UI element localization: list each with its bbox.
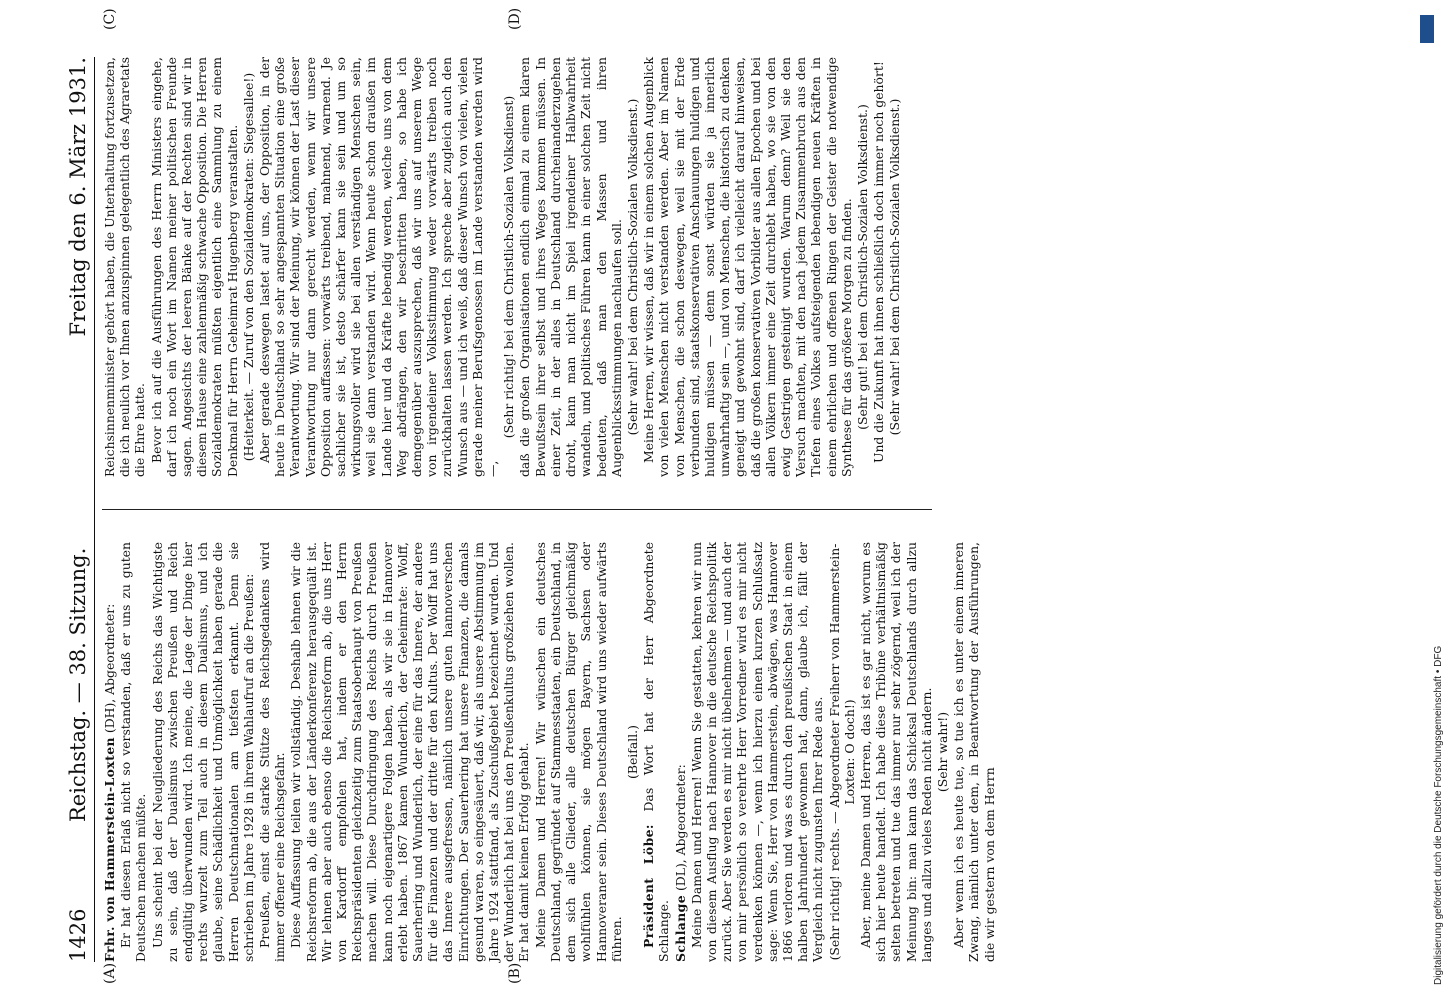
session-title: Reichstag. — 38. Sitzung. bbox=[66, 547, 90, 822]
page-header bbox=[62, 57, 95, 962]
paragraph: Uns scheint bei der Neugliederung des Reichs das Wichtigste zu sein, daß der Dualismus zwischen Preußen und Reich endgültig überwunden wird. Ich meine, die Lage der Dinge hier rechts wurzelt zum Teil auch in diesem Dualismus, und ich glaube, seine Schädlichkeit und Unmöglichkeit haben gerade die Herren Deutschnationalen am tiefsten erkannt. Denn sie schrieben im Jahre 1928 in ihrem Wahlaufruf an die Preußen: bbox=[149, 542, 256, 962]
quote: Preußen, einst die starke Stütze des Reichsgedankens wird immer offener eine Reichsgefahr. bbox=[257, 542, 288, 962]
paragraph: Meine Herren, wir wissen, daß wir in einem solchen Augenblick von vielen Menschen nicht verstanden werden. Aber im Namen von Menschen, die schon deswegen, weil sie mit der Erde verbunden sind, staatskonservativen Anschauungen huldigen und huldigen müssen — denn sonst würden sie ja innerlich unwahrhaftig sein —, und von Menschen, die historisch zu denken geneigt und gewohnt sind, darf ich vielleicht darauf hinweisen, daß die großen konservativen Vorbilder aus allen Epochen und bei allen Völkern immer eine Zeit durchlebt haben, wo sie von den ewig Gestrigen gesteinigt wurden. Warum denn? Weil sie den Versuch machten, mit den nach jedem Zusammenbruch aus den Tiefen eines Volkes aufsteigenden lebendigen neuen Kräften in einem ehrlichen und offenen Ringen der Geister die notwendige Synthese für das größere Morgen zu finden. bbox=[641, 57, 854, 477]
speaker-name: Frhr. von Hammerstein-Loxten bbox=[102, 737, 117, 962]
president-text: Das Wort hat der Herr Abgeordnete Schlange. bbox=[641, 542, 672, 962]
interjection: (Sehr gut! bei dem Christlich-Sozialen Volksdienst.) bbox=[854, 104, 870, 430]
paragraph: Reichsinnenminister gehört haben, die Unterhaltung fortzusetzen, die ich neulich vor Ihnen anzuspinnen gelegentlich des Agraretats die Ehre hatte. bbox=[102, 57, 148, 477]
digitization-text: Digitalisierung gefördert durch die Deutsche Forschungsgemeinschaft • DFG bbox=[1433, 645, 1444, 985]
speaker-intro bbox=[102, 542, 117, 962]
page-number: 1426 bbox=[66, 908, 90, 962]
speaker-party: (DH), Abgeordneter: bbox=[102, 603, 117, 734]
digitization-note bbox=[1420, 15, 1444, 985]
dfg-logo-icon bbox=[1420, 15, 1434, 43]
interjection: (Sehr wahr! bei dem Christlich-Sozialen Volksdienst.) bbox=[887, 98, 903, 436]
session-date: Freitag den 6. März 1931. bbox=[66, 57, 90, 337]
column-divider bbox=[102, 509, 932, 510]
left-column bbox=[102, 542, 998, 962]
interjection: (Sehr wahr! bei dem Christlich-Sozialen Volksdienst.) bbox=[624, 98, 640, 436]
paragraph: Meine Damen und Herren! Wenn Sie gestatten, kehren wir nun von diesem Ausflug nach Hannover in die deutsche Reichspolitik zurück. Aber Sie werden es mir nicht übelnehmen — und auch der von mir persönlich so verehrte Herr Vorredner wird es mir nicht verdenken können —, wenn ich hierzu einen kurzen Schlußsatz sage: Wenn Sie, Herr von Hammerstein, abwägen, was Hannover 1866 verloren und was es durch den preußischen Staat in einem halben Jahrhundert gewonnen hat, dann, glaube ich, fällt der Vergleich nicht zugunsten Ihrer Rede aus. bbox=[688, 542, 826, 962]
margin-mark-a: (A) bbox=[102, 962, 118, 984]
margin-mark-c: (C) bbox=[102, 8, 118, 30]
president-remark bbox=[641, 542, 671, 962]
interjection: (Sehr wahr!) bbox=[934, 711, 950, 793]
interjection: (Sehr richtig! bei dem Christlich-Sozialen Volksdienst) bbox=[501, 95, 517, 439]
president-label: Präsident Löbe: bbox=[641, 824, 657, 948]
rotated-page bbox=[62, 7, 1337, 984]
speaker-intro bbox=[673, 542, 688, 962]
interjection: (Sehr richtig! rechts. — Abgeordneter Freiherr von Hammerstein-Loxten: O doch!) bbox=[826, 543, 857, 961]
paragraph: Und die Zukunft hat ihnen schließlich doch immer noch gehört! bbox=[871, 61, 887, 463]
speaker-name: Schlange bbox=[672, 895, 688, 962]
margin-mark-b: (B) bbox=[507, 962, 523, 984]
paragraph: Aber wenn ich es heute tue, so tue ich es unter einem inneren Zwang, nämlich unter dem, in Beantwortung der Ausführungen, die wir gestern von dem Herrn bbox=[951, 542, 997, 962]
speaker-party: (DL), Abgeordneter: bbox=[672, 764, 688, 892]
paragraph: Diese Auffassung teilen wir vollständig. Deshalb lehnen wir die Reichsreform ab, die aus der Länderkonferenz herausgequält ist. Wir lehnen aber auch ebenso die Reichsreform ab, die uns Herr von Kardorff empfohlen hat, indem er den Herrn Reichspräsidenten gleichzeitig zum Staatsoberhaupt von Preußen machen will. Diese Durchdringung des Reichs durch Preußen kann noch eigenartigere Folgen haben, als wir sie in Hannover erlebt haben. 1867 kamen Wunderlich, der Geheimrate: Wolff, Sauerhering und Wunderlich, der eine für das Innere, der andere für die Finanzen und der dritte für den Kultus. Der Wolff hat uns das Innere ausgefressen, nämlich unsere guten hannoverschen Einrichtungen. Der Sauerhering hat unsere Finanzen, die damals gesund waren, so eingesäuert, daß wir, als unsere Abstimmung im Jahre 1924 stattfand, als Zuschußgebiet bezeichnet wurden. Und der Wunderlich hat bei uns den Preußenkultus großziehen wollen. Er hat damit keinen Erfolg gehabt. bbox=[288, 542, 532, 962]
paragraph: Aber gerade deswegen lastet auf uns, der Opposition, in der heute in Deutschland so sehr angespannten Situation eine große Verantwortung. Wir sind der Meinung, wir können der Last dieser Verantwortung nur dann gerecht werden, wenn wir unsere Opposition auffassen: vorwärts treibend, mahnend, warnend. Je sachlicher sie ist, desto schärfer kann sie sein und um so wirkungsvoller wird sie bei allen verständigen Menschen sein, weil sie dann verstanden wird. Wenn heute schon draußen im Lande hier und da Kräfte lebendig werden, welche uns von dem Weg abdrängen, den wir beschritten haben, so habe ich demgegenüber auszusprechen, daß wir uns auf unserem Wege von irgendeiner Volksstimmung weder vorwärts treiben noch zurückhalten lassen werden. Ich spreche aber zugleich auch den Wunsch aus — und ich weiß, daß dieser Wunsch von vielen, vielen gerade meiner Berufsgenossen im Lande verstanden werden wird —, bbox=[257, 57, 501, 477]
paragraph: Bevor ich auf die Ausführungen des Herrn Ministers eingehe, darf ich noch ein Wort im Namen meiner politischen Freunde sagen. Angesichts der leeren Bänke auf der Rechten sind wir in diesem Hause eine zahlenmäßig schwache Opposition. Die Herren Sozialdemokraten müßten eigentlich eine Sammlung zu einem Denkmal für Herrn Geheimrat Hugenberg veranstalten. bbox=[148, 57, 240, 477]
margin-mark-d: (D) bbox=[507, 7, 523, 30]
paragraph: Aber, meine Damen und Herren, das ist es gar nicht, worum es sich hier heute handelt. Ich habe diese Tribüne verhältnismäßig selten betreten und tue das immer nur sehr zögernd, weil ich der Meinung bin: man kann das Schicksal Deutschlands durch allzu langes und allzu vieles Reden nicht ändern. bbox=[857, 542, 934, 962]
paragraph: Er hat diesen Erlaß nicht so verstanden, daß er uns zu guten Deutschen machen müßte. bbox=[118, 542, 149, 962]
paragraph: Meine Damen und Herren! Wir wünschen ein deutsches Deutschland, gegründet auf Stammesstaaten, ein Deutschland, in dem sich alle Glieder, alle deutschen Bürger gleichmäßig wohlfühlen können, sie mögen Bayern, Sachsen oder Hannoveraner sein. Dieses Deutschland wird uns wieder aufwärts führen. bbox=[532, 542, 624, 962]
interjection: (Heiterkeit. — Zuruf von den Sozialdemokraten: Siegesallee!) bbox=[240, 72, 256, 462]
right-column bbox=[102, 57, 904, 477]
interjection: (Beifall.) bbox=[624, 725, 640, 779]
paragraph: daß die großen Organisationen endlich einmal zu einem klaren Bewußtsein ihrer selbst und ihres Weges kommen müssen. In einer Zeit, in der alles in Deutschland durcheinanderzugehen droht, kann man nicht im Spiel irgendeiner Halbwahrheit wandeln, und politisches Führen kann in einer solchen Zeit nicht bedeuten, daß man den Massen und ihren Augenblicksstimmungen nachlaufen soll. bbox=[517, 57, 624, 477]
